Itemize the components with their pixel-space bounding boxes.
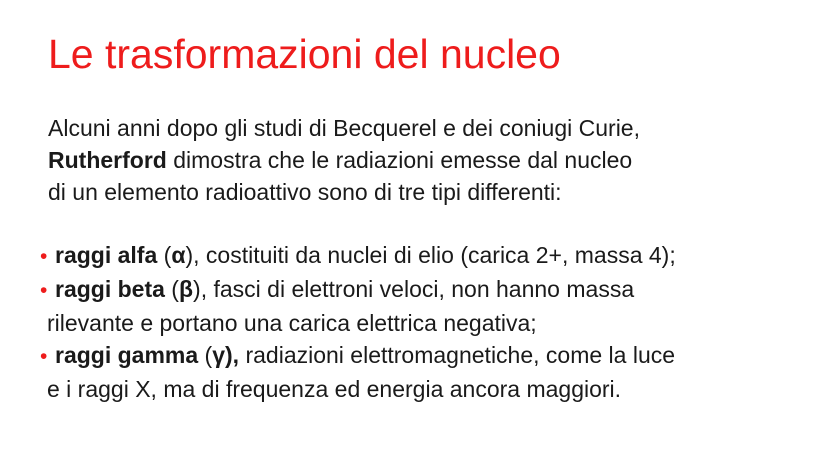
bullet-symbol: γ (212, 342, 226, 368)
rutherford-name: Rutherford (48, 147, 167, 173)
bullet-dot-icon: • (40, 245, 48, 268)
paren-close: ) (185, 242, 194, 268)
bullet-text: , costituiti da nuclei di elio (carica 2+, massa 4); (193, 242, 676, 268)
bullet-text: radiazioni elettromagnetiche, come la luce (239, 342, 676, 368)
intro-line-1: Alcuni anni dopo gli studi di Becquerel e dei coniugi Curie, (48, 115, 640, 141)
intro-paragraph (48, 112, 818, 208)
intro-line-3: di un elemento radioattivo sono di tre tipi differenti: (48, 179, 562, 205)
paren-close: ), (225, 342, 240, 368)
bullet-continuation: rilevante e portano una carica elettrica negativa; (47, 310, 537, 336)
bullet-continuation: e i raggi X, ma di frequenza ed energia ancora maggiori. (47, 376, 622, 402)
bullet-item-beta (40, 273, 825, 307)
bullet-dot-icon: • (40, 279, 48, 302)
bullet-term: raggi beta (55, 276, 165, 302)
intro-line-2-text: dimostra che le radiazioni emesse dal nucleo (166, 147, 633, 173)
paren-open: ( (157, 242, 172, 268)
bullet-term: raggi alfa (55, 242, 158, 268)
bullet-symbol: α (171, 242, 186, 268)
paren-close: ) (193, 276, 201, 302)
bullet-item-alfa (40, 239, 825, 273)
intro-line-2 (48, 144, 818, 176)
slide-title: Le trasformazioni del nucleo (48, 31, 561, 77)
bullet-term: raggi gamma (55, 342, 199, 368)
bullet-text: , fasci di elettroni veloci, non hanno massa (200, 276, 635, 302)
bullet-item-gamma (40, 339, 825, 373)
bullet-list (40, 239, 825, 405)
paren-open: ( (198, 342, 213, 368)
paren-open: ( (164, 276, 179, 302)
bullet-dot-icon: • (40, 345, 48, 368)
bullet-symbol: β (178, 276, 194, 302)
